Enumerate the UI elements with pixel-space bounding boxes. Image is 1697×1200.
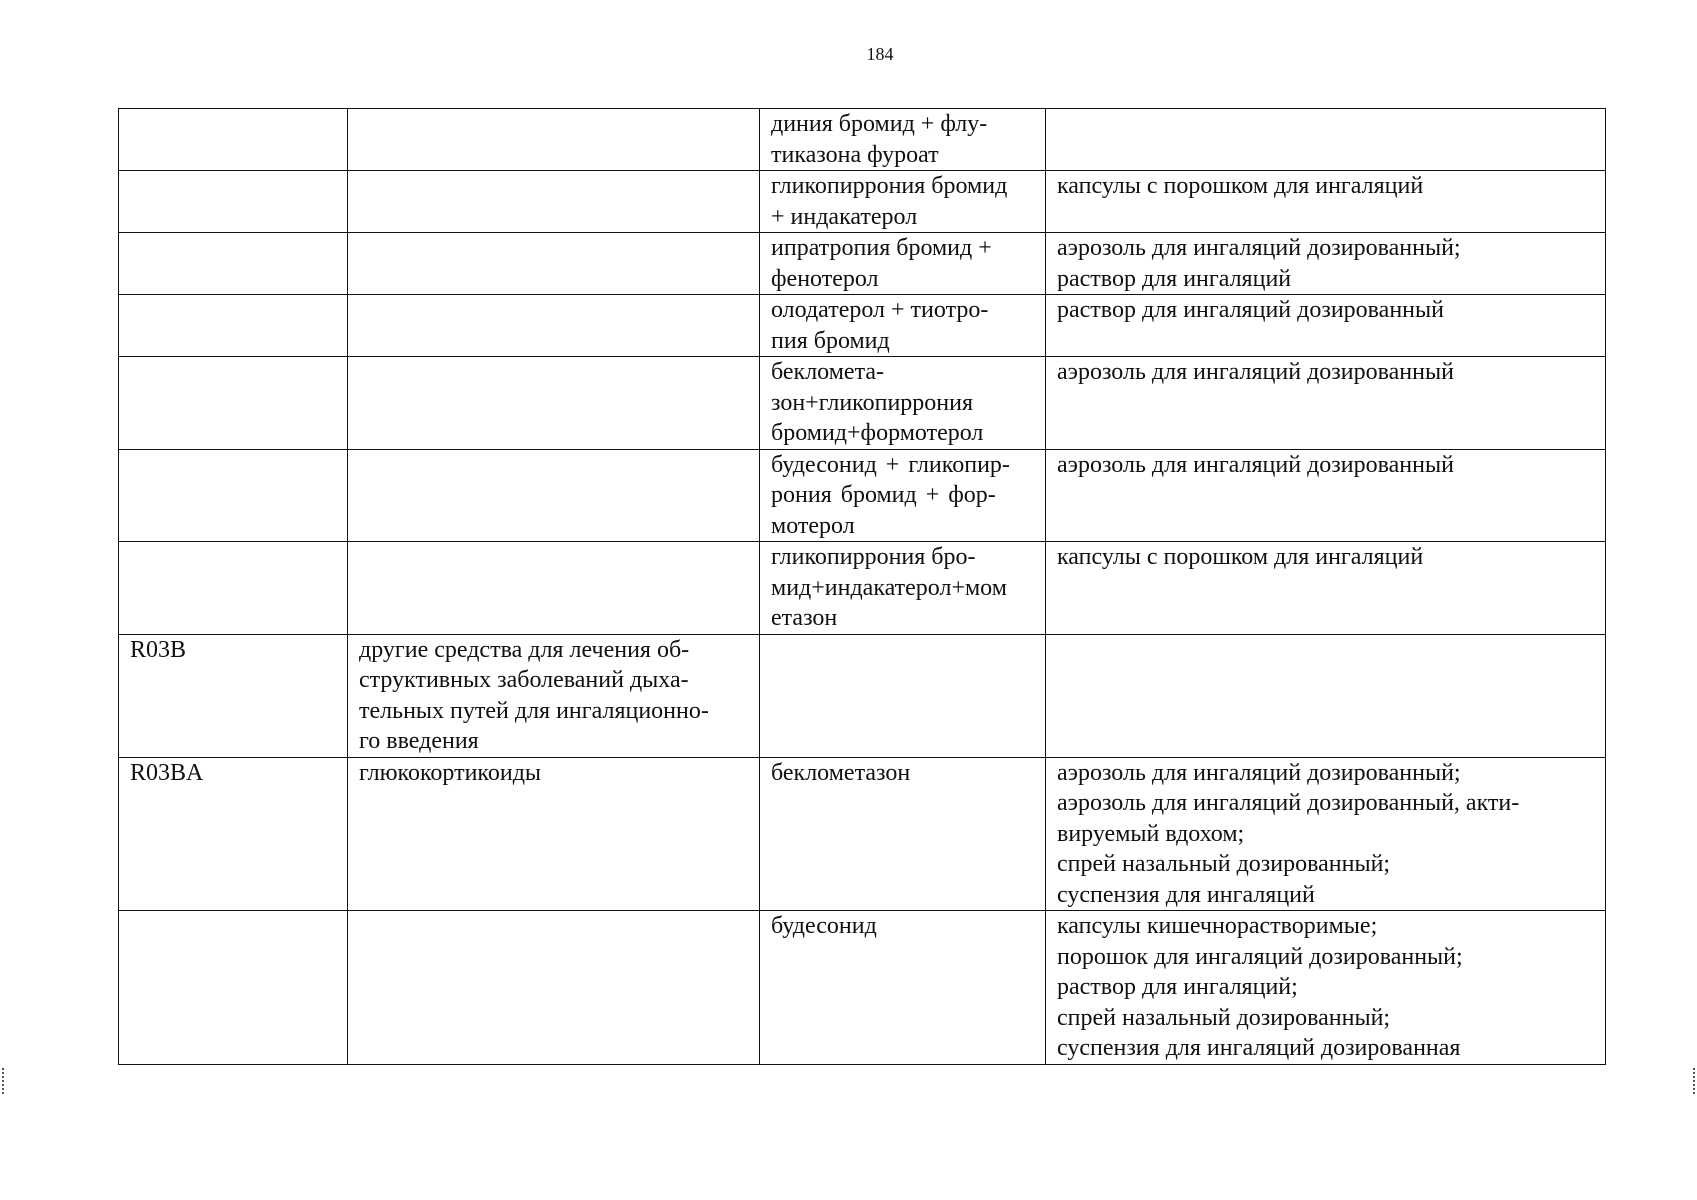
dosage-forms-cell: капсулы кишечнорастворимые; порошок для ингаляций дозированный; раствор для ингаляций; спрей назальный дозированный; суспензия для ингаляций дозированная xyxy=(1046,911,1606,1065)
dosage-forms-cell xyxy=(1046,634,1606,757)
group-name-cell: другие средства для лечения об- структивных заболеваний дыха- тельных путей для ингаляционно- го введения xyxy=(348,634,760,757)
drug-name-cell: гликопиррония бро- мид+индакатерол+мом етазон xyxy=(760,542,1046,635)
atc-code-cell xyxy=(119,295,348,357)
group-name-cell xyxy=(348,109,760,171)
drug-name-cell: беклометазон xyxy=(760,757,1046,911)
dosage-forms-cell: капсулы с порошком для ингаляций xyxy=(1046,171,1606,233)
drug-name-cell: гликопиррония бромид + индакатерол xyxy=(760,171,1046,233)
drug-name-cell: будесонид xyxy=(760,911,1046,1065)
drug-name-cell: олодатерол + тиотро- пия бромид xyxy=(760,295,1046,357)
table-row xyxy=(119,109,1606,171)
dosage-forms-cell: аэрозоль для ингаляций дозированный; аэрозоль для ингаляций дозированный, акти- вируемый вдохом; спрей назальный дозированный; суспензия для ингаляций xyxy=(1046,757,1606,911)
atc-code-cell xyxy=(119,542,348,635)
atc-code-cell xyxy=(119,171,348,233)
table-row xyxy=(119,233,1606,295)
group-name-cell xyxy=(348,171,760,233)
atc-code-cell xyxy=(119,911,348,1065)
group-name-cell xyxy=(348,357,760,450)
atc-code-cell xyxy=(119,357,348,450)
scan-edge-mark xyxy=(1693,1068,1697,1094)
table-row xyxy=(119,757,1606,911)
drug-table xyxy=(118,108,1606,1065)
drug-name-cell: диния бромид + флу- тиказона фуроат xyxy=(760,109,1046,171)
table-row xyxy=(119,295,1606,357)
dosage-forms-cell: аэрозоль для ингаляций дозированный xyxy=(1046,357,1606,450)
page-number: 184 xyxy=(866,44,894,64)
group-name-cell: глюкокортикоиды xyxy=(348,757,760,911)
drug-name-cell xyxy=(760,634,1046,757)
atc-code-cell xyxy=(119,449,348,542)
drug-name-cell: будесонид + гликопир- рония бромид + фор- мотерол xyxy=(760,449,1046,542)
group-name-cell xyxy=(348,911,760,1065)
dosage-forms-cell xyxy=(1046,109,1606,171)
dosage-forms-cell: раствор для ингаляций дозированный xyxy=(1046,295,1606,357)
group-name-cell xyxy=(348,233,760,295)
group-name-cell xyxy=(348,295,760,357)
table-row xyxy=(119,911,1606,1065)
group-name-cell xyxy=(348,449,760,542)
atc-code-cell: R03BA xyxy=(119,757,348,911)
scan-edge-mark xyxy=(2,1068,6,1094)
table-row xyxy=(119,634,1606,757)
table-row xyxy=(119,542,1606,635)
drug-name-cell: ипратропия бромид + фенотерол xyxy=(760,233,1046,295)
atc-code-cell xyxy=(119,233,348,295)
drug-name-cell: бекломета- зон+гликопиррония бромид+формотерол xyxy=(760,357,1046,450)
dosage-forms-cell: аэрозоль для ингаляций дозированный xyxy=(1046,449,1606,542)
atc-code-cell xyxy=(119,109,348,171)
table-row xyxy=(119,171,1606,233)
group-name-cell xyxy=(348,542,760,635)
table-row xyxy=(119,449,1606,542)
atc-code-cell: R03B xyxy=(119,634,348,757)
table-row xyxy=(119,357,1606,450)
dosage-forms-cell: аэрозоль для ингаляций дозированный; раствор для ингаляций xyxy=(1046,233,1606,295)
dosage-forms-cell: капсулы с порошком для ингаляций xyxy=(1046,542,1606,635)
